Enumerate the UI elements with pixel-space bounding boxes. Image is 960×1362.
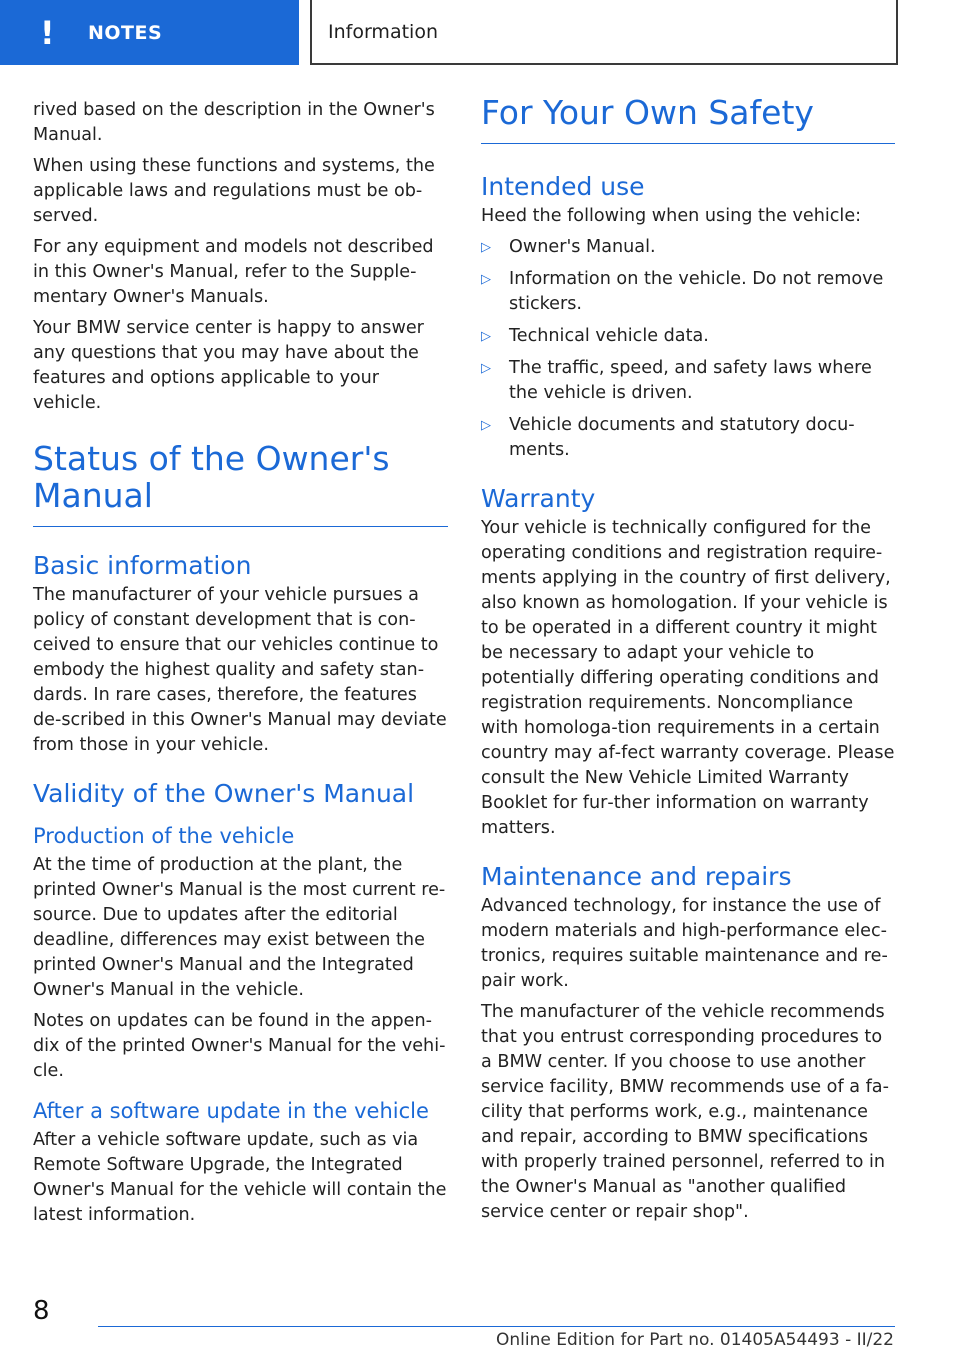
list-item-text: Information on the vehicle. Do not remove stickers. <box>509 269 884 314</box>
triangle-bullet-icon: ▷ <box>481 240 491 255</box>
list-item-text: The traffic, speed, and safety laws where the vehicle is driven. <box>509 358 872 403</box>
maintenance-text-1: Advanced technology, for instance the use of modern materials and high-performance elec‐tronics, requires suitable maintenance and re‐pair work. <box>481 896 888 991</box>
list-item <box>481 267 895 317</box>
software-update-heading: After a software update in the vehicle <box>33 1099 429 1123</box>
list-item-text: Vehicle documents and statutory docu‐ments. <box>509 415 855 460</box>
list-item-text: Technical vehicle data. <box>509 326 709 346</box>
triangle-bullet-icon: ▷ <box>481 361 491 376</box>
left-paragraph-2: When using these functions and systems, the applicable laws and regulations must be ob‐served. <box>33 156 435 226</box>
left-paragraph-3: For any equipment and models not described in this Owner's Manual, refer to the Supple‐mentary Owner's Manuals. <box>33 237 434 307</box>
warranty-heading: Warranty <box>481 484 596 513</box>
right-column <box>481 94 895 1231</box>
maintenance-text-2: The manufacturer of the vehicle recommends that you entrust corresponding procedures to a BMW center. If you choose to use another service facility, BMW recommends use of a fa‐cility that performs work, e.g., maintenance and repair, according to BMW specifications with properly trained personnel, referred to in the Owner's Manual as "another qualified service center or repair shop". <box>481 1002 889 1222</box>
basic-information-heading: Basic information <box>33 551 252 580</box>
list-item <box>481 413 895 463</box>
left-paragraph-1: rived based on the description in the Owner's Manual. <box>33 100 435 145</box>
validity-heading: Validity of the Owner's Manual <box>33 779 415 808</box>
intended-use-text: Heed the following when using the vehicle: <box>481 206 862 226</box>
header-tab-label: NOTES <box>88 21 163 44</box>
intended-use-heading: Intended use <box>481 172 645 201</box>
safety-heading: For Your Own Safety <box>481 94 895 144</box>
list-item <box>481 356 895 406</box>
exclamation-icon: ! <box>40 13 55 52</box>
triangle-bullet-icon: ▷ <box>481 329 491 344</box>
production-text-1: At the time of production at the plant, the printed Owner's Manual is the most current re‐source. Due to updates after the editorial deadline, differences may exist between the printed Owner's Manual and the Integrated Owner's Manual in the vehicle. <box>33 855 446 1000</box>
production-text-2: Notes on updates can be found in the appen‐dix of the printed Owner's Manual for the vehi‐cle. <box>33 1011 446 1081</box>
list-item <box>481 235 895 260</box>
footer-edition-text: Online Edition for Part no. 01405A54493 - II/22 <box>495 1330 894 1350</box>
maintenance-heading: Maintenance and repairs <box>481 862 792 891</box>
header-section-title: Information <box>328 20 438 43</box>
intended-use-list <box>481 235 895 463</box>
header-section-box <box>310 0 898 65</box>
page-number: 8 <box>33 1296 50 1326</box>
basic-information-text: The manufacturer of your vehicle pursues a policy of constant development that is con‐ceived to ensure that our vehicles continue to embody the highest quality and safety stan‐dards. In rare cases, therefore, the features de‐scribed in this Owner's Manual may deviate from those in your vehicle. <box>33 585 447 755</box>
list-item <box>481 324 895 349</box>
left-column <box>33 98 448 1234</box>
left-paragraph-4: Your BMW service center is happy to answer any questions that you may have about the features and options applicable to your vehicle. <box>33 318 424 413</box>
warranty-text: Your vehicle is technically configured for the operating conditions and registration require‐ments applying in the country of first delivery, also known as homologation. If your vehicle is to be operated in a different country it might be necessary to adapt your vehicle to potentially differing operating conditions and registration requirements. Noncompliance with homologa‐tion requirements in a certain country may af‐fect warranty coverage. Please consult the New Vehicle Limited Warranty Booklet for fur‐ther information on warranty matters. <box>481 518 895 838</box>
header-tab <box>0 0 299 65</box>
triangle-bullet-icon: ▷ <box>481 272 491 287</box>
production-heading: Production of the vehicle <box>33 824 295 848</box>
footer-divider <box>98 1326 895 1327</box>
list-item-text: Owner's Manual. <box>509 237 656 257</box>
software-update-text: After a vehicle software update, such as via Remote Software Upgrade, the Integrated Owner's Manual for the vehicle will contain the latest information. <box>33 1130 447 1225</box>
status-heading: Status of the Owner's Manual <box>33 440 448 527</box>
triangle-bullet-icon: ▷ <box>481 418 491 433</box>
